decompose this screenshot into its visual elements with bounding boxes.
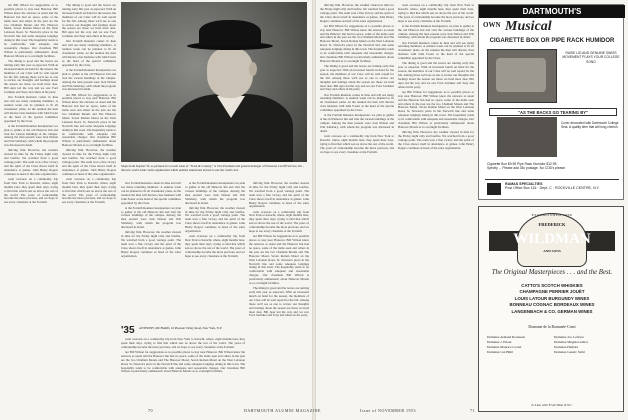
class-35-text-more: not Bill Wilson for suggestions as to possible places to stay near Hanover. Bill Wilson knew the answers as usual and the Hanover Inn had no space, some of the items seen and others in the past are the two Chatham Motels and The Hanover Motel, Seven Roman Motel on the West Lebanon Road, Sr. Newton's place in the Norwich line and some adequate lodgings dating in this town. The hospitality tends to be comfortable with adequate and reasonable charges. Our classmate Bill Wilson is particularly enthusiastic about Hanover Motels as to overnight facilities.: [121, 349, 245, 374]
column-5: [249, 182, 309, 404]
column-2-text-more: Our Fortieth Reunion comes in June and will see many returning members. A reunion week can be planned to fit all classmates' plans. At the reunion the men will discuss class business with John Foster as the head of the special committee appointed by the Class.: [62, 39, 116, 67]
class-year-heading: '35: [121, 325, 135, 336]
ad-header: DARTMOUTH'S: [479, 5, 625, 18]
column-5-text-close: The dining is good and the leaves are turning early this year as expected. With an increased bunch on hand for the season, the members of our Class will be well repaid for the fall. Among those we'll see as one to review our thoughts and feelings about the season are those we hold most dear. Bill Ayer led the way and we saw Ford Jorrinker and Tony and others in his party.: [249, 286, 309, 318]
column-1: [4, 4, 58, 404]
column-2-text: The dining is good and the leaves are turning early this year as expected. With an increased bunch on hand for the season, the members of our Class will be well repaid for the fall. Among those we'll see as one to review our thoughts and feelings about the season are those we hold most dear. Bill Ayer led the way and we saw Ford Jorrinker and Tony and others in his party.: [62, 4, 116, 39]
column-6-text-end: The dining is good and the leaves are turning early this year as expected. With an increased bunch on hand for the season, the members of our Class will be well repaid for the fall. Among those we'll see as one to review our thoughts and feelings about the season are those we hold most dear. Bill Ayer led the way and we saw Ford Jorrinker and Tony and others in his party.: [320, 63, 394, 92]
column-1-text-final: went overseas on a commodity trip from New York to Karachi, where, eight months later, they spent their days, trying to find that which sets us above the rest of the world. The years of comradeship become the more precious, and we hope to see every classmate at the Fortieth.: [4, 176, 58, 205]
column-4-text-more: thriving firm. However, the weather cleared in time for the Friday night rally and bonfire. We watched from a good vantage point. The team won a fine victory and the spirit of the Class shows itself in attendance at games. John Henry Rogers continues as head of the sales organization.: [185, 205, 245, 234]
column-7-text-end: Our Fortieth Reunion comes in June and will see many returning members. A reunion week can be planned to fit all classmates' plans. At the reunion the men will discuss class business with John Foster as the head of the special committee appointed by the Class.: [398, 40, 474, 61]
column-7-text-more: at the Fortieth Reunion headquarters we plan to gather at the old Hanover Inn and visit the various buildings of the campus. Among the men present were Jack Nelson and Win Salisbury, with whom the program was discussed in detail.: [398, 23, 474, 40]
column-2-text-tail: went overseas on a commodity trip from New York to Karachi, where, eight months later, they spent their days, trying to find that which sets us above the rest of the world. The years of comradeship become the more precious, and we hope to see every classmate at the Fortieth.: [62, 176, 116, 205]
column-class-35: [121, 338, 245, 404]
domaine-item: Domaine Mugnier-Gillot: [554, 340, 588, 344]
musical-humidor-ad[interactable]: [478, 4, 624, 200]
column-2: [62, 4, 116, 404]
folio-page-right: 71: [470, 408, 475, 413]
domaine-item: Domaine Jos. Lefèvre: [554, 335, 584, 339]
photo-face: [207, 48, 253, 98]
column-2-text-close: not Bill Wilson for suggestions as to possible places to stay near Hanover. Bill Wilson knew the answers as usual and the Hanover Inn had no space, some of the items seen and others in the past are the two Chatham Motels and The Hanover Motel, Seven Roman Motel on the West Lebanon Road, Sr. Newton's place in the Norwich line and some adequate lodgings dating in this town. The hospitality tends to be comfortable with adequate and reasonable charges. Our classmate Bill Wilson is particularly enthusiastic about Hanover Motels as to overnight facilities.: [62, 92, 116, 148]
brand-item: CATTO'S SCOTCH WHISKIES: [521, 283, 583, 288]
column-7: [398, 4, 474, 404]
ad-song-tag: "AS THE BACKS GO TEARING BY": [489, 108, 617, 116]
column-6-text: thriving firm. However, the weather cleared in time for the Friday night rally and bonfire. We watched from a good vantage point. The team won a fine victory and the spirit of the Class shows itself in attendance at games. John Henry Rogers continues as head of the sales organization.: [320, 4, 394, 23]
column-7-text: went overseas on a commodity trip from New York to Karachi, where, eight months later, they spent their days, trying to find that which sets us above the rest of the world. The years of comradeship become the more precious, and we hope to see every classmate at the Fortieth.: [398, 4, 474, 23]
column-5-text: thriving firm. However, the weather cleared in time for the Friday night rally and bonfire. We watched from a good vantage point. The team won a fine victory and the spirit of the Class shows itself in attendance at games. John Henry Rogers continues as head of the sales organization.: [249, 182, 309, 209]
column-5-text-end: not Bill Wilson for suggestions as to possible places to stay near Hanover. Bill Wilson knew the answers as usual and the Hanover Inn had no space, some of the items seen and others in the past are the two Chatham Motels and The Hanover Motel, Seven Roman Motel on the West Lebanon Road, Sr. Newton's place in the Norwich line and some adequate lodgings dating in this town. The hospitality tends to be comfortable with adequate and reasonable charges. Our classmate Bill Wilson is particularly enthusiastic about Hanover Motels as to overnight facilities.: [249, 234, 309, 286]
pipe-rack-image: [497, 117, 557, 157]
ad-address: in Lion with Fruit Wine N.Y.C.: [531, 403, 573, 407]
domaine-item: Domaine Maurice Crozet: [487, 345, 522, 349]
ad-price-line: Cigarette Box $9.95 Pipe Rack Humidor $12.95: [487, 162, 557, 166]
ad-company-address: Post Office Box 115 · Dept. C · ROCKVILLE CENTRE, N.Y.: [505, 186, 600, 191]
brand-item: LANGENBACH & CO. GERMAN WINES: [511, 308, 593, 314]
column-4: [185, 182, 245, 322]
column-3: [121, 182, 181, 322]
photo-caption: Snaps from Kaplan '35, as pictured in a recent issue of "Town & Country," is Vice President and general manager of Firestone Cardiff Service, Inc., the new world-wide credit organization which enables Americans abroad to use the credit card.: [121, 164, 304, 172]
ad-wildman-tagline: The Original Masterpieces . . . and the Best.: [491, 269, 613, 276]
column-6: [320, 4, 394, 404]
column-5-text-more: went overseas on a commodity trip from New York to Karachi, where, eight months later, they spent their days, trying to find that which sets us above the rest of the world. The years of comradeship become the more precious, and we hope to see every classmate at the Fortieth.: [249, 209, 309, 234]
column-7-text-close: The dining is good and the leaves are turning early this year as expected. With an increased bunch on hand for the season, the members of our Class will be well repaid for the fall. Among those we'll see as one to review our thoughts and feelings about the season are those we hold most dear. Bill Ayer led the way and we saw Ford Jorrinker and Tony and others in his party.: [398, 61, 474, 89]
ad-feature-text: RAISE LID AND GENUINE SWISS MOVEMENT PLAYS YOUR COLLEGE SONG: [562, 51, 620, 64]
brand-item: CHAMPAGNE PERRIER JOUËT: [519, 289, 585, 295]
column-3-text-more: at the Fortieth Reunion headquarters we plan to gather at the old Hanover Inn and visit the various buildings of the campus. Among the men present were Jack Nelson and Win Salisbury, with whom the program was discussed in detail.: [121, 205, 181, 230]
brand-item: LOUIS LATOUR BURGUNDY WINES: [514, 295, 590, 301]
ad-brand-list: [485, 283, 619, 315]
class-secretary-line: ANTHONY, RICHARD, 16 Pleasant Valley Road, New York, N.Y.: [139, 326, 223, 330]
photo-ear: [249, 62, 257, 76]
ad-price-block: [487, 162, 621, 170]
domaine-item: Domaine von Bühl: [487, 350, 513, 354]
column-6-text-tail: went overseas on a commodity trip from New York to Karachi, where, eight months later, they spent their days, trying to find that which sets us above the rest of the world. The years of comradeship become the more precious, and we hope to see every classmate at the Fortieth.: [320, 133, 394, 154]
column-1-text-more: Our Fortieth Reunion comes in June and will see many returning members. A reunion week can be planned to fit all classmates' plans. At the reunion the men will discuss class business with John Foster as the head of the special committee appointed by the Class.: [4, 95, 58, 123]
domaine-item: Domaine Gustav Stahl: [554, 350, 585, 354]
column-6-text-close: Our Fortieth Reunion comes in June and will see many returning members. A reunion week can be planned to fit all classmates' plans. At the reunion the men will discuss class business with John Foster as the head of the special committee appointed by the Class.: [320, 92, 394, 113]
column-2-text-final: thriving firm. However, the weather cleared in time for the Friday night rally and bonfire. We watched from a good vantage point. The team won a fine victory and the spirit of the Class shows itself in attendance at games. John Henry Rogers continues as head of the sales organization.: [62, 148, 116, 176]
ad-product-title: CIGARETTE BOX OR PIPE RACK HUMIDOR: [489, 38, 615, 44]
column-2-text-end: at the Fortieth Reunion headquarters we plan to gather at the old Hanover Inn and visit the various buildings of the campus. Among the men present were Jack Nelson and Win Salisbury, with whom the program was discussed in detail.: [62, 67, 116, 92]
portrait-photo: [121, 2, 307, 162]
column-1-text-end: at the Fortieth Reunion headquarters we plan to gather at the old Hanover Inn and visit the various buildings of the campus. Among the men present were Jack Nelson and Win Salisbury, with whom the program was discussed in detail.: [4, 123, 58, 148]
column-6-text-final: at the Fortieth Reunion headquarters we plan to gather at the old Hanover Inn and visit the various buildings of the campus. Among the men present were Jack Nelson and Win Salisbury, with whom the program was discussed in detail.: [320, 113, 394, 133]
ad-name-top: FREDERICK: [538, 222, 566, 227]
class-35-text: went overseas on a commodity trip from New York to Karachi, where, eight months later, they spent their days, trying to find that which sets us above the rest of the world. The years of comradeship become the more precious, and we hope to see every classmate at the Fortieth.: [121, 338, 245, 349]
page-gutter: [312, 0, 316, 420]
ad-and-sons: AND SONS: [543, 249, 561, 253]
ad-note: Cover decorated with Dartmouth College Seal. A quality item that will long cherish.: [561, 121, 619, 129]
folio-issue: Issue of NOVEMBER 1953: [360, 408, 416, 413]
ad-domaine-grid: [487, 335, 617, 355]
column-7-text-tail: thriving firm. However, the weather cleared in time for the Friday night rally and bonfire. We watched from a good vantage point. The team won a fine victory and the spirit of the Class shows itself in attendance at games. John Henry Rogers continues as head of the sales organization.: [398, 130, 474, 150]
ad-own-label: OWN: [483, 21, 501, 29]
cigarette-box-image: [487, 49, 557, 103]
ad-price-note: Specify ... Please add 35c postage. No COD's please.: [487, 166, 566, 171]
ad-brand-name: Musical: [505, 19, 552, 34]
ad-wildman-name: WILDMAN: [513, 231, 591, 247]
ad-domaine-title: Domaine de la Romanée-Conti: [528, 325, 576, 329]
folio-page-left: 70: [148, 408, 153, 413]
domaine-item: Domaine J. Prieur: [487, 340, 512, 344]
photo-hat: [199, 20, 261, 46]
ad-established: ESTABLISHED 1866: [531, 213, 573, 217]
ad-company-name: RAMAS SPECIALTIES: [505, 182, 543, 186]
folio-magazine-title: DARTMOUTH ALUMNI MAGAZINE: [244, 408, 321, 413]
column-1-text: not Bill Wilson for suggestions as to possible places to stay near Hanover. Bill Wilson knew the answers as usual and the Hanover Inn had no space, some of the items seen and others in the past are the two Chatham Motels and The Hanover Motel, Seven Roman Motel on the West Lebanon Road, Sr. Newton's place in the Norwich line and some adequate lodgings dating in this town. The hospitality tends to be comfortable with adequate and reasonable charges. Our classmate Bill Wilson is particularly enthusiastic about Hanover Motels as to overnight facilities.: [4, 4, 58, 58]
wildman-wine-ad[interactable]: [478, 206, 624, 412]
company-logo-icon: [487, 183, 501, 195]
column-4-text-end: went overseas on a commodity trip from New York to Karachi, where, eight months later, they spent their days, trying to find that which sets us above the rest of the world. The years of comradeship become the more precious, and we hope to see every classmate at the Fortieth.: [185, 234, 245, 258]
column-6-text-more: not Bill Wilson for suggestions as to possible places to stay near Hanover. Bill Wilson knew the answers as usual and the Hanover Inn had no space, some of the items seen and others in the past are the two Chatham Motels and The Hanover Motel, Seven Roman Motel on the West Lebanon Road, Sr. Newton's place in the Norwich line and some adequate lodgings dating in this town. The hospitality tends to be comfortable with adequate and reasonable charges. Our classmate Bill Wilson is particularly enthusiastic about Hanover Motels as to overnight facilities.: [320, 23, 394, 63]
brand-item: BONNEAU COGNAC BORDEAUX WINES: [509, 302, 595, 308]
column-7-text-final: not Bill Wilson for suggestions as to possible places to stay near Hanover. Bill Wilson knew the answers as usual and the Hanover Inn had no space, some of the items seen and others in the past are the two Chatham Motels and The Hanover Motel, Seven Roman Motel on the West Lebanon Road, Sr. Newton's place in the Norwich line and some adequate lodgings dating in this town. The hospitality tends to be comfortable with adequate and reasonable charges. Our classmate Bill Wilson is particularly enthusiastic about Hanover Motels as to overnight facilities.: [398, 89, 474, 129]
column-1-text-close: thriving firm. However, the weather cleared in time for the Friday night rally and bonfire. We watched from a good vantage point. The team won a fine victory and the spirit of the Class shows itself in attendance at games. John Henry Rogers continues as head of the sales organization.: [4, 148, 58, 176]
column-3-text: Our Fortieth Reunion comes in June and will see many returning members. A reunion week can be planned to fit all classmates' plans. At the reunion the men will discuss class business with John Foster as the head of the special committee appointed by the Class.: [121, 182, 181, 205]
column-1-text-repeat: The dining is good and the leaves are turning early this year as expected. With an increased bunch on hand for the season, the members of our Class will be well repaid for the fall. Among those we'll see as one to review our thoughts and feelings about the season are those we hold most dear. Bill Ayer led the way and we saw Ford Jorrinker and Tony and others in his party.: [4, 58, 58, 95]
column-3-text-end: thriving firm. However, the weather cleared in time for the Friday night rally and bonfire. We watched from a good vantage point. The team won a fine victory and the spirit of the Class shows itself in attendance at games. John Henry Rogers continues as head of the sales organization.: [121, 230, 181, 258]
domaine-item: Domaine Hudelot: [554, 345, 579, 349]
domaine-item: Domaine Armand Rousseau: [487, 335, 526, 339]
ad-company-block: [485, 179, 619, 197]
column-4-text: at the Fortieth Reunion headquarters we plan to gather at the old Hanover Inn and visit the various buildings of the campus. Among the men present were Jack Nelson and Win Salisbury, with whom the program was discussed in detail.: [185, 182, 245, 205]
